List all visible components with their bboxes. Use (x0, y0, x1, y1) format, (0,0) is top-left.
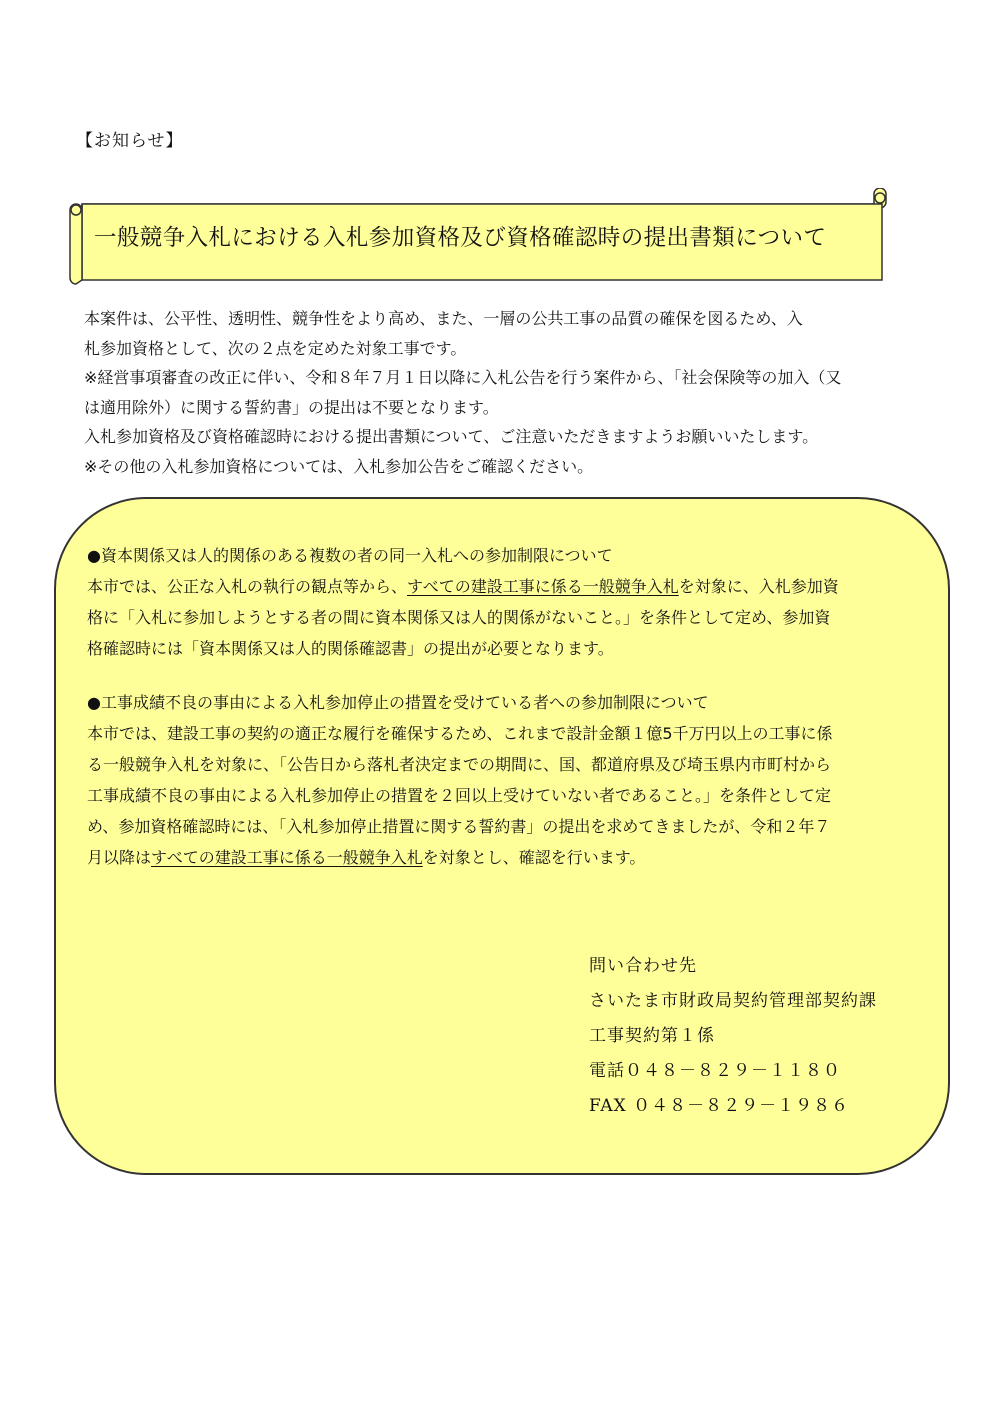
contact-department: さいたま市財政局契約管理部契約課 (589, 991, 877, 1011)
section-performance-suspension (87, 687, 927, 873)
contact-unit: 工事契約第１係 (589, 1026, 715, 1046)
intro-line: は適用除外）に関する誓約書」の提出は不要となります。 (84, 397, 499, 417)
contact-fax: FAX ０４８－８２９－１９８６ (589, 1096, 850, 1116)
section-heading: ●工事成績不良の事由による入札参加停止の措置を受けている者への参加制限について (87, 693, 709, 712)
text-span: を対象とし、確認を行います。 (422, 848, 646, 867)
intro-line: 札参加資格として、次の２点を定めた対象工事です。 (84, 338, 467, 358)
text-span: 本市では、公正な入札の執行の観点等から、 (87, 577, 408, 596)
info-box (54, 497, 950, 1175)
section-line (87, 571, 927, 602)
emphasis-underline: すべての建設工事に係る一般競争入札 (407, 577, 679, 596)
section-line: 格確認時には「資本関係又は人的関係確認書」の提出が必要となります。 (87, 639, 614, 658)
contact-block (589, 949, 877, 1124)
intro-line: ※その他の入札参加資格については、入札参加公告をご確認ください。 (84, 456, 594, 476)
section-capital-relations (87, 540, 927, 664)
section-line: 格に「入札に参加しようとする者の間に資本関係又は人的関係がないこと。」を条件として定め、参加資 (87, 608, 831, 627)
section-line: 工事成績不良の事由による入札参加停止の措置を２回以上受けていない者であること。」を条件として定 (87, 786, 832, 805)
notice-label: 【お知らせ】 (76, 131, 184, 151)
intro-line: 本案件は、公平性、透明性、競争性をより高め、また、一層の公共工事の品質の確保を図るため、入 (84, 309, 803, 328)
section-line (87, 842, 927, 873)
section-line: る一般競争入札を対象に、「公告日から落札者決定までの期間に、国、都道府県及び埼玉県内市町村から (87, 755, 832, 774)
banner-title: 一般競争入札における入札参加資格及び資格確認時の提出書類について (94, 225, 827, 251)
contact-label: 問い合わせ先 (589, 956, 697, 976)
intro-text (84, 304, 914, 481)
text-span: 月以降は (87, 848, 152, 867)
contact-phone: 電話０４８－８２９－１１８０ (589, 1061, 841, 1081)
title-banner (62, 188, 894, 288)
intro-line: 入札参加資格及び資格確認時における提出書類について、ご注意いただきますようお願いいたします。 (84, 427, 819, 446)
emphasis-underline: すべての建設工事に係る一般競争入札 (151, 848, 423, 867)
section-line: め、参加資格確認時には、「入札参加停止措置に関する誓約書」の提出を求めてきましたが、令和２年７ (87, 817, 831, 836)
section-line: 本市では、建設工事の契約の適正な履行を確保するため、これまで設計金額１億5千万円以上の工事に係 (87, 724, 833, 743)
section-heading: ●資本関係又は人的関係のある複数の者の同一入札への参加制限について (87, 546, 613, 565)
text-span: を対象に、入札参加資 (678, 577, 839, 596)
intro-line: ※経営事項審査の改正に伴い、令和８年７月１日以降に入札公告を行う案件から、「社会保険等の加入（又 (84, 368, 842, 387)
